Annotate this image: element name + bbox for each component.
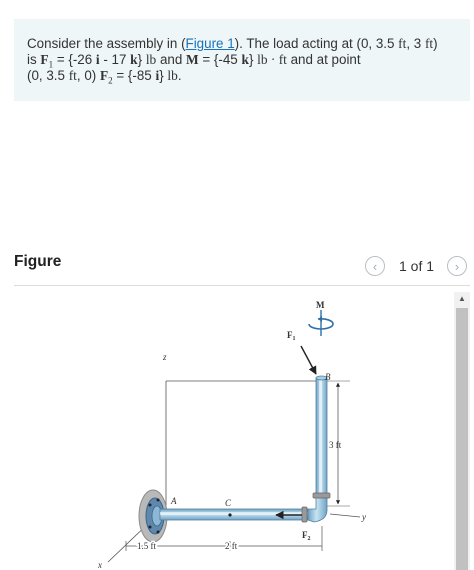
chevron-left-icon: ‹ [372, 259, 378, 274]
y-axis-label: y [362, 512, 366, 522]
elbow-coupling-top [313, 493, 330, 498]
figure-scrollbar[interactable] [454, 292, 470, 570]
bolt [157, 499, 160, 502]
problem-line-2: is $F_1 = \{-26$ i - 17 k} lb and M = {-45 k} lb · ft and at point [27, 52, 361, 70]
bolt [149, 504, 152, 507]
point-a-label: A [171, 496, 177, 506]
two-ft-label: 2 ft [225, 541, 238, 551]
moment-label: M [316, 300, 325, 310]
figure-page-count: 1 of 1 [399, 258, 435, 274]
point-b-label: B [325, 372, 331, 382]
scrollbar-thumb[interactable] [456, 308, 468, 570]
three-ft-label: 3 ft [329, 440, 342, 450]
force-f1-arrow [301, 346, 316, 374]
prev-figure-button[interactable] [365, 256, 385, 276]
one-five-ft-label: 1.5 ft [137, 541, 156, 551]
problem-line-3: (0, 3.5 ft, 0) $F_2 = \{-85$ i} lb. [27, 68, 182, 86]
bolt [157, 531, 160, 534]
chevron-right-icon: › [454, 259, 460, 274]
problem-statement [14, 19, 470, 101]
problem-line-1: Consider the assembly in (Figure 1). The load acting at (0, 3.5 ft, 3 ft) [27, 36, 438, 51]
point-c-marker [228, 513, 231, 516]
f1-label: $F_1$ [287, 330, 296, 342]
figure-heading: Figure [14, 253, 62, 270]
elbow-coupling-side [302, 507, 307, 522]
assembly-diagram [0, 286, 452, 570]
bolt [149, 526, 152, 529]
z-axis-label: z [163, 352, 167, 362]
figure-link[interactable]: Figure 1 [185, 36, 235, 51]
f2-label: $F_2$ [302, 530, 311, 542]
next-figure-button[interactable] [447, 256, 467, 276]
x-axis-label: x [98, 560, 102, 570]
y-axis-line [330, 514, 360, 517]
triangle-up-icon[interactable]: ▲ [458, 294, 466, 303]
pipe-elbow [308, 496, 327, 522]
point-c-label: C [225, 498, 232, 508]
